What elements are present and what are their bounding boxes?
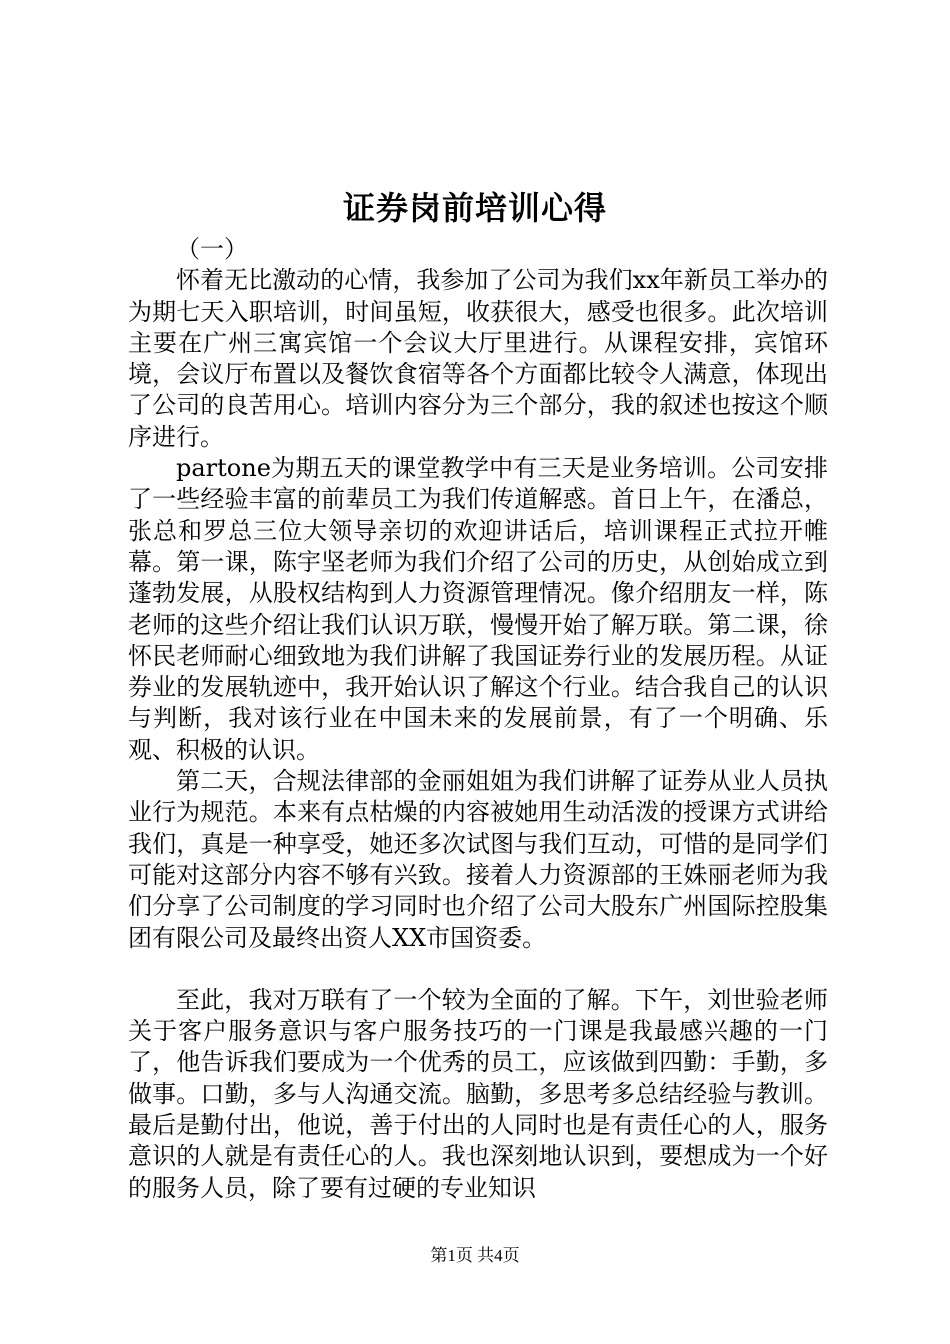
document-title: 证券岗前培训心得 xyxy=(342,189,607,227)
document-body xyxy=(128,234,828,1204)
page-footer: 第1页 共4页 xyxy=(430,1246,520,1265)
paragraph-4: 至此，我对万联有了一个较为全面的了解。下午，刘世验老师关于客户服务意识与客户服务技巧的一门课是我最感兴趣的一门了，他告诉我们要成为一个优秀的员工，应该做到四勤：手勤，多做事。口勤，多与人沟通交流。脑勤，多思考多总结经验与教训。最后是勤付出，他说，善于付出的人同时也是有责任心的人，服务意识的人就是有责任心的人。我也深刻地认识到，要想成为一个好的服务人员，除了要有过硬的专业知识 xyxy=(128,985,828,1202)
paragraph-spacer xyxy=(128,954,828,985)
paragraph-3: 第二天，合规法律部的金丽姐姐为我们讲解了证券从业人员执业行为规范。本来有点枯燥的内容被她用生动活泼的授课方式讲给我们，真是一种享受，她还多次试图与我们互动，可惜的是同学们可能对这部分内容不够有兴致。接着人力资源部的王姝丽老师为我们分享了公司制度的学习同时也介绍了公司大股东广州国际控股集团有限公司及最终出资人XX市国资委。 xyxy=(128,767,828,952)
paragraph-2: partone为期五天的课堂教学中有三天是业务培训。公司安排了一些经验丰富的前辈员工为我们传道解惑。首日上午，在潘总，张总和罗总三位大领导亲切的欢迎讲话后，培训课程正式拉开帷幕。第一课，陈宇坚老师为我们介绍了公司的历史，从创始成立到蓬勃发展，从股权结构到人力资源管理情况。像介绍朋友一样，陈老师的这些介绍让我们认识万联，慢慢开始了解万联。第二课，徐怀民老师耐心细致地为我们讲解了我国证券行业的发展历程。从证券业的发展轨迹中，我开始认识了解这个行业。结合我自己的认识与判断，我对该行业在中国未来的发展前景，有了一个明确、乐观、积极的认识。 xyxy=(128,454,828,764)
section-mark: （一） xyxy=(176,235,248,263)
paragraph-1: 怀着无比激动的心情，我参加了公司为我们xx年新员工举办的为期七天入职培训，时间虽短，收获很大，感受也很多。此次培训主要在广州三寓宾馆一个会议大厅里进行。从课程安排，宾馆环境，会议厅布置以及餐饮食宿等各个方面都比较令人满意，体现出了公司的良苦用心。培训内容分为三个部分，我的叙述也按这个顺序进行。 xyxy=(128,266,828,451)
